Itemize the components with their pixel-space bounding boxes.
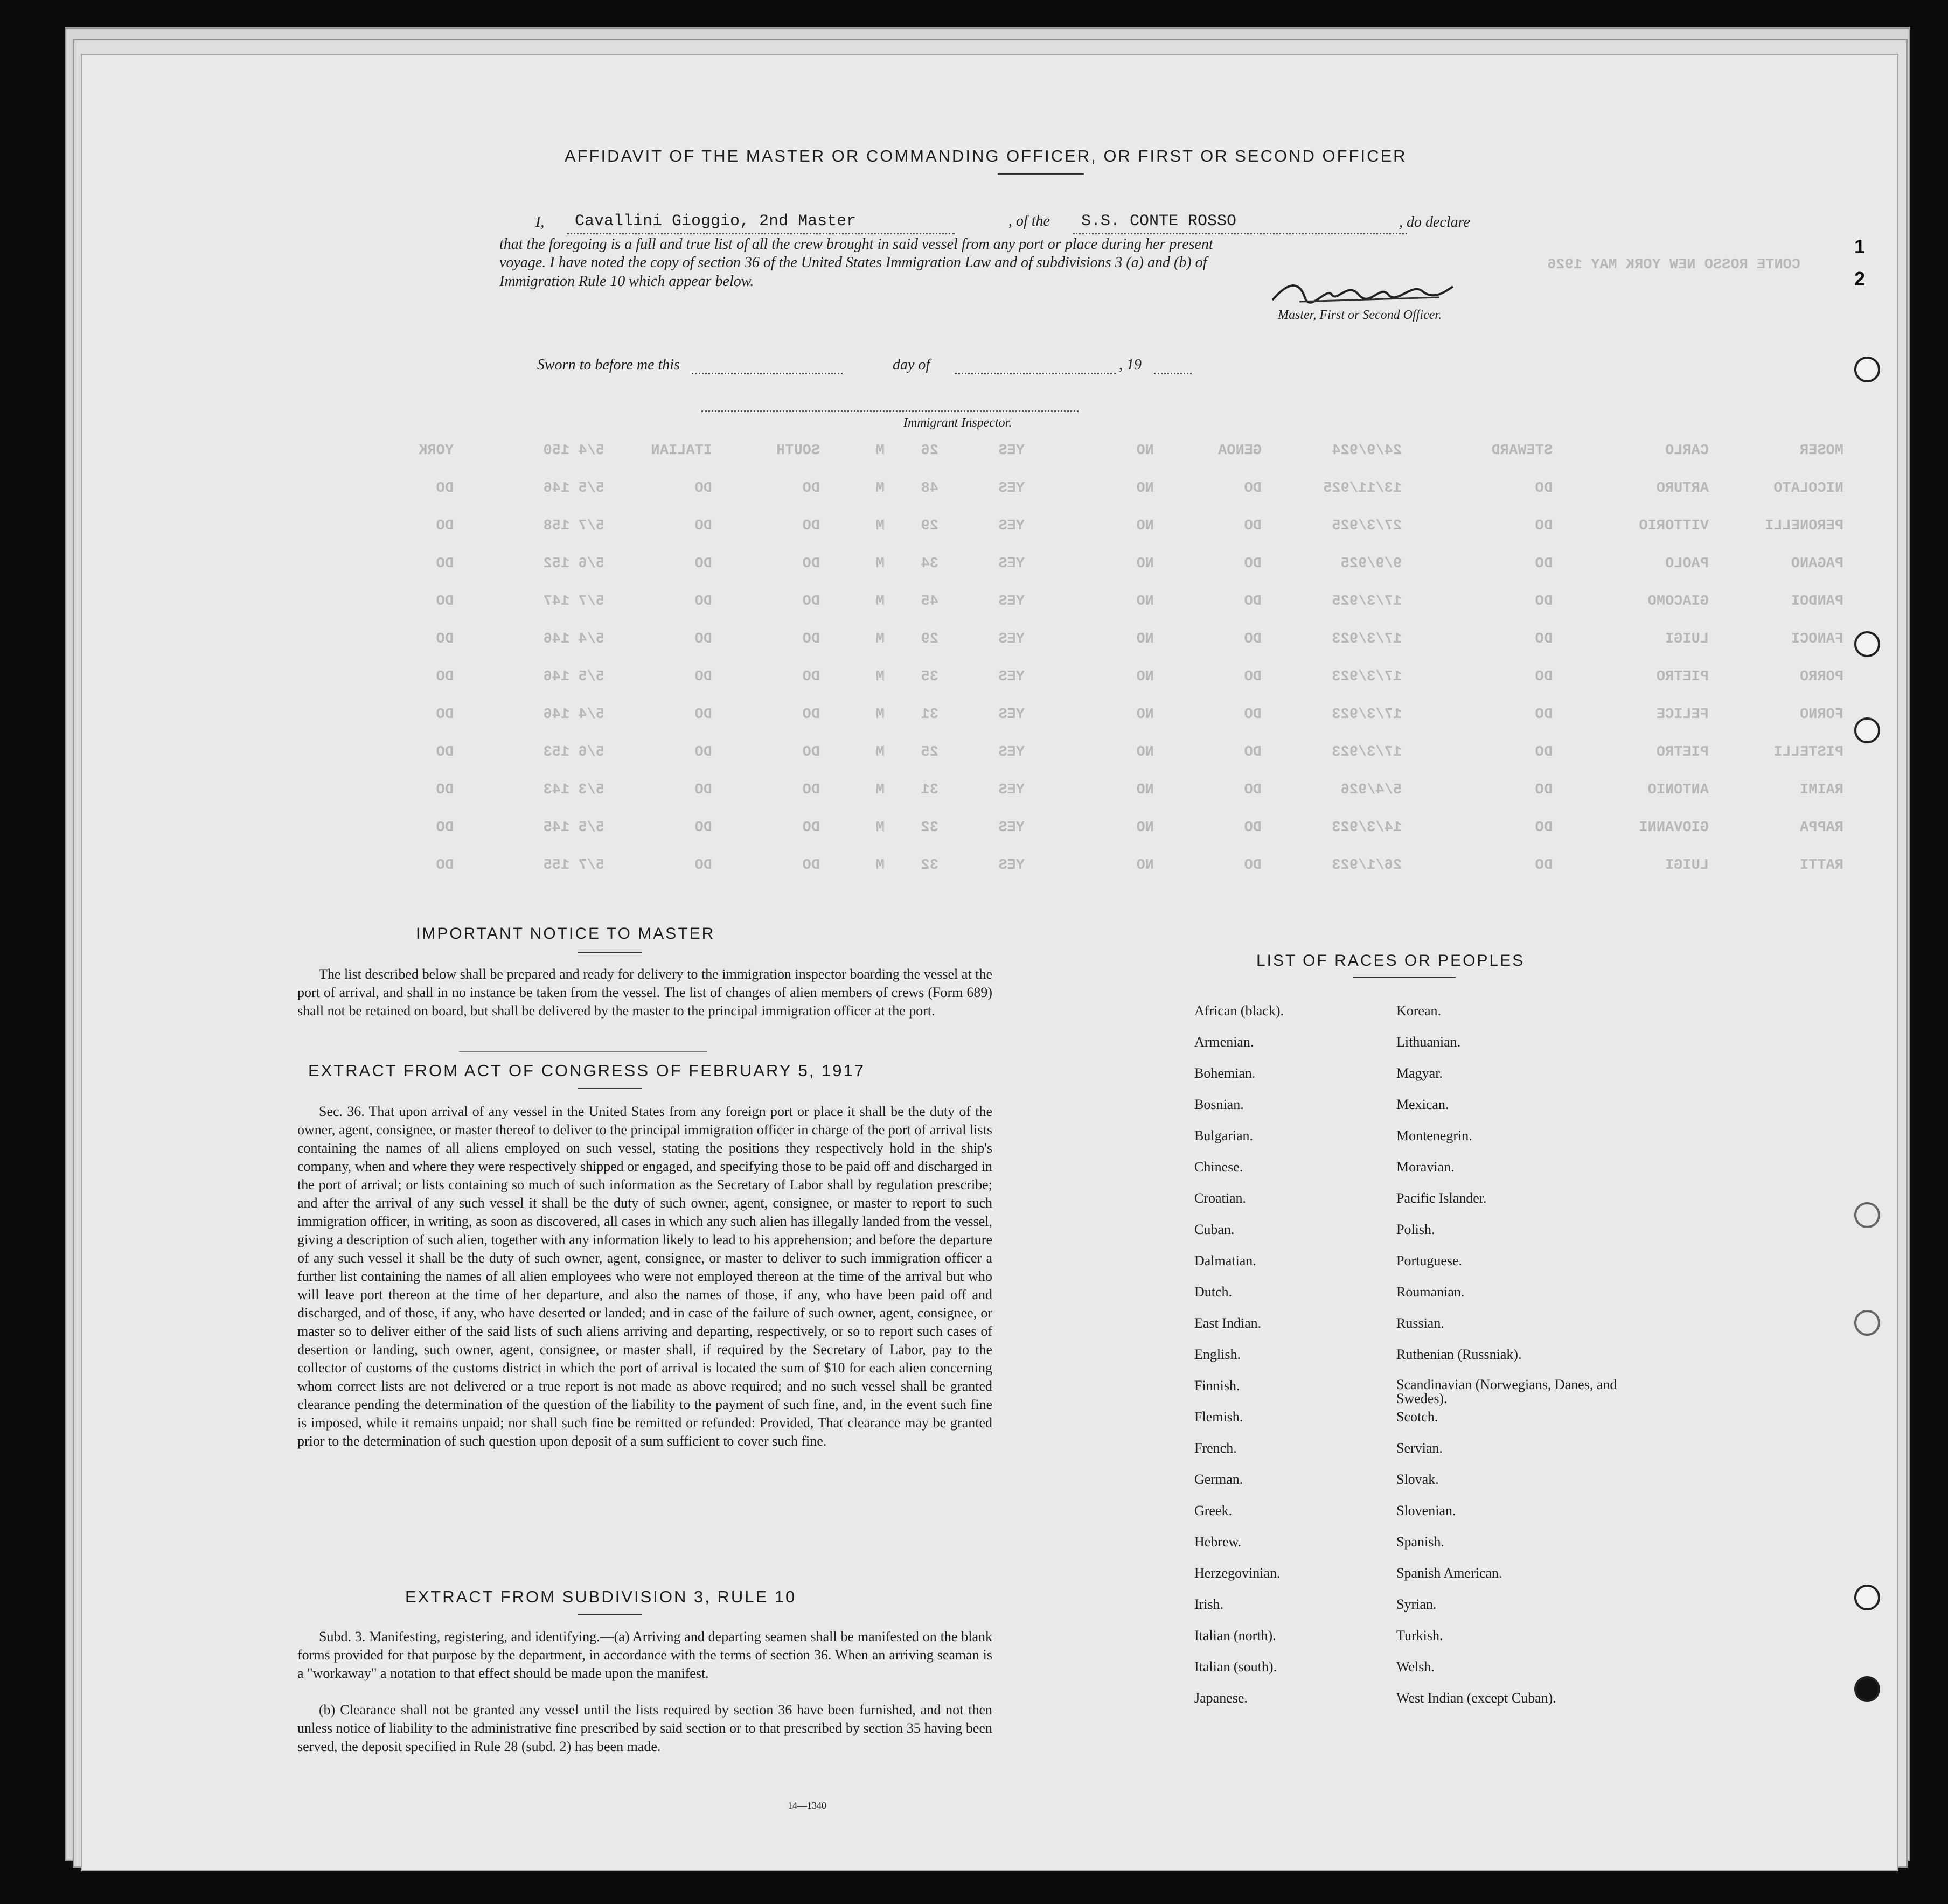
- ghost-cell: NO: [1136, 744, 1154, 761]
- races-right-column: [1396, 1003, 1666, 1721]
- ghost-cell: YES: [998, 857, 1025, 874]
- ghost-cell: DO: [694, 480, 712, 497]
- ghost-cell: ANTONIO: [1647, 782, 1709, 798]
- race-item: Polish.: [1396, 1222, 1435, 1237]
- declaration-line-1: that the foregoing is a full and true list of all the crew brought in said vessel from any port or place during her present: [499, 236, 1213, 253]
- race-item: Russian.: [1396, 1315, 1444, 1331]
- ghost-cell: 5/7 158: [543, 518, 604, 534]
- ghost-cell: NICOLATO: [1773, 480, 1843, 497]
- ghost-cell: NO: [1136, 669, 1154, 685]
- ghost-cell: DO: [1244, 594, 1262, 610]
- ghost-cell: YES: [998, 556, 1025, 572]
- ghost-cell: VITTORIO: [1639, 518, 1709, 534]
- ghost-cell: DO: [694, 556, 712, 572]
- ghost-cell: YES: [998, 782, 1025, 798]
- ghost-cell: DO: [436, 744, 454, 761]
- ghost-cell: DO: [436, 707, 454, 723]
- race-item: Roumanian.: [1396, 1284, 1465, 1300]
- ghost-cell: 27/3/925: [1332, 518, 1402, 534]
- ghost-cell: DO: [1535, 594, 1553, 610]
- ghost-cell: 29: [921, 631, 938, 647]
- race-item: Magyar.: [1396, 1065, 1443, 1081]
- ghost-cell: DO: [802, 857, 820, 874]
- ghost-cell: YES: [998, 443, 1025, 459]
- ghost-cell: 17/3/923: [1332, 669, 1402, 685]
- ghost-cell: 17/3/923: [1332, 707, 1402, 723]
- ghost-cell: M: [875, 518, 885, 534]
- race-item: Syrian.: [1396, 1596, 1437, 1612]
- ghost-cell: DO: [802, 820, 820, 836]
- ghost-cell: NO: [1136, 857, 1154, 874]
- ghost-cell: STEWARD: [1491, 443, 1553, 459]
- ghost-cell: DO: [1244, 744, 1262, 761]
- ghost-cell: M: [875, 594, 885, 610]
- ghost-cell: GENOA: [1218, 443, 1262, 459]
- ghost-cell: 32: [921, 857, 938, 874]
- race-item: Bosnian.: [1194, 1097, 1244, 1112]
- ghost-cell: M: [875, 707, 885, 723]
- race-item: Cuban.: [1194, 1222, 1235, 1237]
- race-item: Chinese.: [1194, 1159, 1243, 1175]
- race-item: West Indian (except Cuban).: [1396, 1690, 1556, 1706]
- race-item: Turkish.: [1396, 1628, 1443, 1643]
- notice-text: The list described below shall be prepared and ready for delivery to the immigration inspector boarding the vessel at the port of arrival, and shall in no instance be taken from the vessel. The list of changes of alien members of crews (Form 689) shall not be retained on board, but shall be delivered by the master to the principal immigration officer at the port.: [297, 966, 992, 1019]
- ghost-cell: FORNO: [1799, 707, 1843, 723]
- race-item: Irish.: [1194, 1596, 1224, 1612]
- race-item: Hebrew.: [1194, 1534, 1242, 1550]
- ghost-cell: DO: [1535, 631, 1553, 647]
- ghost-cell: DO: [436, 820, 454, 836]
- ghost-cell: PIETRO: [1656, 744, 1709, 761]
- ghost-cell: DO: [1244, 631, 1262, 647]
- binder-hole: [1854, 631, 1880, 657]
- race-item: Spanish.: [1396, 1534, 1444, 1550]
- ghost-cell: RAPPA: [1799, 820, 1843, 836]
- races-title: LIST OF RACES OR PEOPLES: [1256, 952, 1525, 970]
- race-item: Dalmatian.: [1194, 1253, 1256, 1268]
- ghost-cell: 13/11/925: [1323, 480, 1402, 497]
- ghost-cell: 48: [921, 480, 938, 497]
- sworn-day-line: [692, 373, 843, 374]
- race-item: Flemish.: [1194, 1409, 1243, 1425]
- ghost-cell: 5/4 150: [543, 443, 604, 459]
- ghost-cell: 29: [921, 518, 938, 534]
- ghost-cell: DO: [436, 480, 454, 497]
- ghost-cell: 35: [921, 669, 938, 685]
- ghost-cell: DO: [436, 518, 454, 534]
- day-of-label: day of: [893, 357, 930, 373]
- vessel-name-line: [1073, 233, 1407, 234]
- race-item: African (black).: [1194, 1003, 1284, 1019]
- ghost-cell: M: [875, 443, 885, 459]
- divider: [459, 1051, 707, 1052]
- extract-rule-title: EXTRACT FROM SUBDIVISION 3, RULE 10: [405, 1587, 797, 1606]
- ghost-cell: DO: [1244, 782, 1262, 798]
- page-mark-1: 1: [1854, 235, 1867, 257]
- ghost-cell: GIOVANNI: [1639, 820, 1709, 836]
- ghost-cell: DO: [436, 594, 454, 610]
- ghost-cell: DO: [802, 782, 820, 798]
- ghost-cell: RAIMI: [1799, 782, 1843, 798]
- ghost-cell: YORK: [419, 443, 454, 459]
- ghost-cell: LUIGI: [1665, 631, 1709, 647]
- ghost-cell: 25: [921, 744, 938, 761]
- ghost-cell: 5/4 146: [543, 707, 604, 723]
- ghost-cell: DO: [694, 518, 712, 534]
- race-item: German.: [1194, 1471, 1243, 1487]
- ghost-cell: DO: [436, 669, 454, 685]
- ghost-cell: 31: [921, 782, 938, 798]
- ghost-cell: M: [875, 857, 885, 874]
- ghost-cell: DO: [694, 594, 712, 610]
- ghost-cell: YES: [998, 707, 1025, 723]
- ghost-cell: PERONELLI: [1765, 518, 1843, 534]
- ghost-cell: FANOCI: [1791, 631, 1843, 647]
- ghost-cell: 31: [921, 707, 938, 723]
- ghost-cell: 5/4 146: [543, 631, 604, 647]
- race-item: Bulgarian.: [1194, 1128, 1254, 1143]
- extract-act-underline: [578, 1088, 642, 1089]
- races-title-underline: [1353, 977, 1456, 978]
- ghost-cell: DO: [1535, 556, 1553, 572]
- ghost-cell: CARLO: [1665, 443, 1709, 459]
- binder-hole: [1854, 1676, 1880, 1702]
- ghost-cell: MOSER: [1799, 443, 1843, 459]
- ghost-cell: ITALIAN: [651, 443, 712, 459]
- race-item: Portuguese.: [1396, 1253, 1463, 1268]
- declaration-line-3: Immigration Rule 10 which appear below.: [499, 273, 754, 290]
- ghost-cell: 17/3/923: [1332, 744, 1402, 761]
- ghost-cell: DO: [1535, 820, 1553, 836]
- ghost-cell: PISTELLI: [1773, 744, 1843, 761]
- ghost-cell: DO: [1535, 480, 1553, 497]
- ghost-cell: 26: [921, 443, 938, 459]
- sworn-year-line: [1154, 373, 1192, 374]
- race-item: Slovak.: [1396, 1471, 1439, 1487]
- ghost-cell: NO: [1136, 480, 1154, 497]
- race-item: Korean.: [1396, 1003, 1442, 1019]
- ghost-cell: DO: [1244, 707, 1262, 723]
- race-item: Servian.: [1396, 1440, 1443, 1456]
- i-label: I,: [535, 214, 545, 231]
- affidavit-title: AFFIDAVIT OF THE MASTER OR COMMANDING OFFICER, OR FIRST OR SECOND OFFICER: [565, 147, 1407, 165]
- ghost-cell: DO: [1535, 744, 1553, 761]
- race-item: Greek.: [1194, 1503, 1233, 1518]
- ghost-cell: 9/9/925: [1340, 556, 1402, 572]
- ghost-cell: DO: [1535, 857, 1553, 874]
- ghost-cell: DO: [802, 631, 820, 647]
- ghost-cell: DO: [1535, 669, 1553, 685]
- ghost-cell: DO: [1535, 518, 1553, 534]
- race-item: Dutch.: [1194, 1284, 1233, 1300]
- race-item: Japanese.: [1194, 1690, 1248, 1706]
- ghost-cell: DO: [1244, 669, 1262, 685]
- binder-hole: [1854, 717, 1880, 743]
- race-item: Montenegrin.: [1396, 1128, 1472, 1143]
- ghost-cell: YES: [998, 594, 1025, 610]
- form-number: 14—1340: [788, 1800, 826, 1811]
- race-item: Slovenian.: [1396, 1503, 1456, 1518]
- ghost-cell: DO: [694, 857, 712, 874]
- ghost-cell: DO: [1244, 820, 1262, 836]
- ghost-cell: DO: [802, 669, 820, 685]
- ghost-cell: PAOLO: [1665, 556, 1709, 572]
- race-item: Spanish American.: [1396, 1565, 1502, 1581]
- ghost-cell: 14/3/923: [1332, 820, 1402, 836]
- ghost-cell: DO: [802, 480, 820, 497]
- ghost-cell: YES: [998, 518, 1025, 534]
- ghost-cell: DO: [1244, 556, 1262, 572]
- ghost-cell: FELICE: [1656, 707, 1709, 723]
- ghost-cell: LUIGI: [1665, 857, 1709, 874]
- binder-hole: [1854, 1585, 1880, 1610]
- race-item: Herzegovinian.: [1194, 1565, 1281, 1581]
- ghost-cell: DO: [802, 594, 820, 610]
- declaration-line-2: voyage. I have noted the copy of section 36 of the United States Immigration Law and of subdivisions 3 (a) and (b) of: [499, 254, 1207, 271]
- ghost-cell: DO: [802, 707, 820, 723]
- races-left-column: [1194, 1003, 1388, 1721]
- ghost-cell: DO: [694, 707, 712, 723]
- ghost-cell: YES: [998, 820, 1025, 836]
- of-the-label: , of the: [1008, 213, 1050, 229]
- ghost-cell: DO: [436, 782, 454, 798]
- ghost-cell: DO: [1244, 857, 1262, 874]
- ghost-cell: NO: [1136, 631, 1154, 647]
- ghost-cell: DO: [694, 782, 712, 798]
- race-item: Mexican.: [1396, 1097, 1449, 1112]
- ghost-cell: M: [875, 556, 885, 572]
- race-item: Scotch.: [1396, 1409, 1438, 1425]
- officer-name: Cavallini Gioggio, 2nd Master: [575, 212, 857, 231]
- race-item: Croatian.: [1194, 1190, 1247, 1206]
- ghost-cell: M: [875, 480, 885, 497]
- race-item: Italian (south).: [1194, 1659, 1277, 1675]
- binder-hole: [1854, 357, 1880, 382]
- race-item: Moravian.: [1396, 1159, 1455, 1175]
- ghost-cell: RATTI: [1799, 857, 1843, 874]
- ghost-cell: 5/4/926: [1340, 782, 1402, 798]
- ghost-cell: ARTURO: [1656, 480, 1709, 497]
- ghost-cell: NO: [1136, 594, 1154, 610]
- race-item: Armenian.: [1194, 1034, 1254, 1050]
- ghost-cell: 5/5 145: [543, 820, 604, 836]
- ghost-cell: 5/3 143: [543, 782, 604, 798]
- race-item: Bohemian.: [1194, 1065, 1256, 1081]
- ghost-cell: DO: [436, 631, 454, 647]
- ghost-cell: 5/5 146: [543, 669, 604, 685]
- ghost-cell: NO: [1136, 782, 1154, 798]
- ghost-cell: DO: [802, 744, 820, 761]
- ghost-cell: DO: [802, 518, 820, 534]
- ghost-cell: 17/3/925: [1332, 594, 1402, 610]
- page-mark-2: 2: [1854, 268, 1867, 290]
- ghost-cell: 5/7 155: [543, 857, 604, 874]
- ghost-cell: NO: [1136, 707, 1154, 723]
- ghost-cell: NO: [1136, 820, 1154, 836]
- ghost-cell: 24/9/924: [1332, 443, 1402, 459]
- binder-hole: [1854, 1310, 1880, 1336]
- do-declare-label: , do declare: [1399, 214, 1470, 231]
- ghost-cell: DO: [436, 857, 454, 874]
- ghost-cell: M: [875, 744, 885, 761]
- ghost-cell: YES: [998, 744, 1025, 761]
- ghost-cell: 34: [921, 556, 938, 572]
- inspector-line: [701, 410, 1079, 412]
- ghost-cell: DO: [1535, 707, 1553, 723]
- race-item: English.: [1194, 1347, 1241, 1362]
- ghost-header: CONTE ROSSO NEW YORK MAY 1926: [1547, 257, 1800, 273]
- ghost-cell: NO: [1136, 443, 1154, 459]
- ghost-cell: NO: [1136, 518, 1154, 534]
- ghost-cell: GIACOMO: [1647, 594, 1709, 610]
- inspector-caption: Immigrant Inspector.: [903, 416, 1012, 430]
- binder-hole: [1854, 1202, 1880, 1228]
- ghost-cell: M: [875, 631, 885, 647]
- ghost-cell: DO: [1244, 480, 1262, 497]
- vessel-name: S.S. CONTE ROSSO: [1081, 212, 1237, 231]
- ghost-cell: YES: [998, 480, 1025, 497]
- signature-caption: Master, First or Second Officer.: [1278, 308, 1442, 322]
- race-item: French.: [1194, 1440, 1237, 1456]
- ghost-cell: 5/6 152: [543, 556, 604, 572]
- notice-title: IMPORTANT NOTICE TO MASTER: [416, 925, 715, 943]
- ghost-cell: 32: [921, 820, 938, 836]
- ghost-cell: PORRO: [1799, 669, 1843, 685]
- title-underline: [998, 173, 1084, 175]
- ghost-cell: 5/5 146: [543, 480, 604, 497]
- extract-rule-text-a: Subd. 3. Manifesting, registering, and identifying.—(a) Arriving and departing seamen shall be manifested on the blank forms provided for that purpose by the department, in accordance with the terms of section 36. When an arriving seaman is a "workaway" a notation to that effect should be made upon the manifest.: [297, 1629, 992, 1681]
- ghost-cell: 17/3/923: [1332, 631, 1402, 647]
- ghost-cell: DO: [436, 556, 454, 572]
- ghost-cell: DO: [1535, 782, 1553, 798]
- ghost-cell: M: [875, 820, 885, 836]
- race-item: Scandinavian (Norwegians, Danes, and Swedes).: [1396, 1377, 1617, 1406]
- ghost-cell: PAGANO: [1791, 556, 1843, 572]
- officer-name-line: [567, 233, 955, 234]
- ghost-cell: 5/6 153: [543, 744, 604, 761]
- extract-rule-text-b: (b) Clearance shall not be granted any vessel until the lists required by section 36 have been furnished, and not then unless notice of liability to the administrative fine prescribed by said section or to that prescribed by section 35 having been served, the deposit specified in Rule 28 (subd. 2) has been made.: [297, 1702, 992, 1754]
- ghost-cell: DO: [694, 744, 712, 761]
- race-item: East Indian.: [1194, 1315, 1262, 1331]
- race-item: Lithuanian.: [1396, 1034, 1461, 1050]
- race-item: Italian (north).: [1194, 1628, 1276, 1643]
- race-item: Ruthenian (Russniak).: [1396, 1347, 1522, 1362]
- ghost-cell: YES: [998, 669, 1025, 685]
- ghost-cell: M: [875, 782, 885, 798]
- ghost-cell: NO: [1136, 556, 1154, 572]
- ghost-cell: DO: [694, 820, 712, 836]
- sworn-label: Sworn to before me this: [537, 357, 680, 373]
- race-item: Welsh.: [1396, 1659, 1435, 1675]
- manifest-page: [81, 54, 1898, 1871]
- sworn-month-line: [955, 373, 1116, 374]
- race-item: Finnish.: [1194, 1378, 1240, 1393]
- notice-title-underline: [578, 952, 642, 953]
- ghost-cell: SOUTH: [776, 443, 820, 459]
- ghost-cell: 45: [921, 594, 938, 610]
- ghost-cell: DO: [802, 556, 820, 572]
- extract-act-title: EXTRACT FROM ACT OF CONGRESS OF FEBRUARY 5, 1917: [308, 1061, 866, 1080]
- ghost-cell: 5/7 147: [543, 594, 604, 610]
- ghost-cell: DO: [694, 669, 712, 685]
- ghost-cell: M: [875, 669, 885, 685]
- extract-act-text: Sec. 36. That upon arrival of any vessel in the United States from any foreign port or place it shall be the duty of the owner, agent, consignee, or master thereof to deliver to the principal immigration officer in charge of the port of arrival lists containing the names of all aliens employed on such vessel, stating the positions they respectively hold in the ship's company, when and where they were respectively shipped or engaged, and specifying those to be paid off and discharged in the port of arrival; or lists containing so much of such information as the Secretary of Labor shall by regulation prescribe; and after the arrival of any such vessel it shall be the duty of such owner, agent, consignee, or master to report to such immigration officer, in writing, as soon as discovered, all cases in which any such alien has illegally landed from the vessel, giving a description of such alien, together with any information likely to lead to his apprehension; and before the departure of any such vessel it shall be the duty of such owner, agent, consignee, or master to deliver to such immigration officer a further list containing the names of all alien employees who were not employed thereon at the time of the arrival but who will leave port thereon at the time of her departure, and also the names of those, if any, who have been paid off and discharged, and of those, if any, who have deserted or landed; and in case of the failure of such owner, agent, consignee, or master so to deliver either of the said lists of such aliens arriving and departing, respectively, or so to report such cases of desertion or landing, such owner, agent, consignee, or master shall, if required by the Secretary of Labor, pay to the collector of customs of the customs district in which the port of arrival is located the sum of $10 for each alien concerning whom correct lists are not delivered or a true report is not made as above required; and no such vessel shall be granted clearance pending the determination of the question of the liability to the payment of such fine, and, in the event such fine is imposed, while it remains unpaid; nor shall such fine be remitted or refunded: Provided, That clearance may be granted prior to the determination of such question upon deposit of a sum sufficient to cover such fine.: [297, 1104, 992, 1449]
- ghost-cell: PANDOI: [1791, 594, 1843, 610]
- ghost-cell: DO: [694, 631, 712, 647]
- year-prefix: , 19: [1119, 357, 1142, 373]
- ghost-cell: YES: [998, 631, 1025, 647]
- ghost-cell: DO: [1244, 518, 1262, 534]
- officer-signature: [1267, 270, 1461, 313]
- extract-rule-underline: [578, 1614, 642, 1615]
- ghost-cell: PIETRO: [1656, 669, 1709, 685]
- ghost-cell: 26/1/923: [1332, 857, 1402, 874]
- race-item: Pacific Islander.: [1396, 1190, 1487, 1206]
